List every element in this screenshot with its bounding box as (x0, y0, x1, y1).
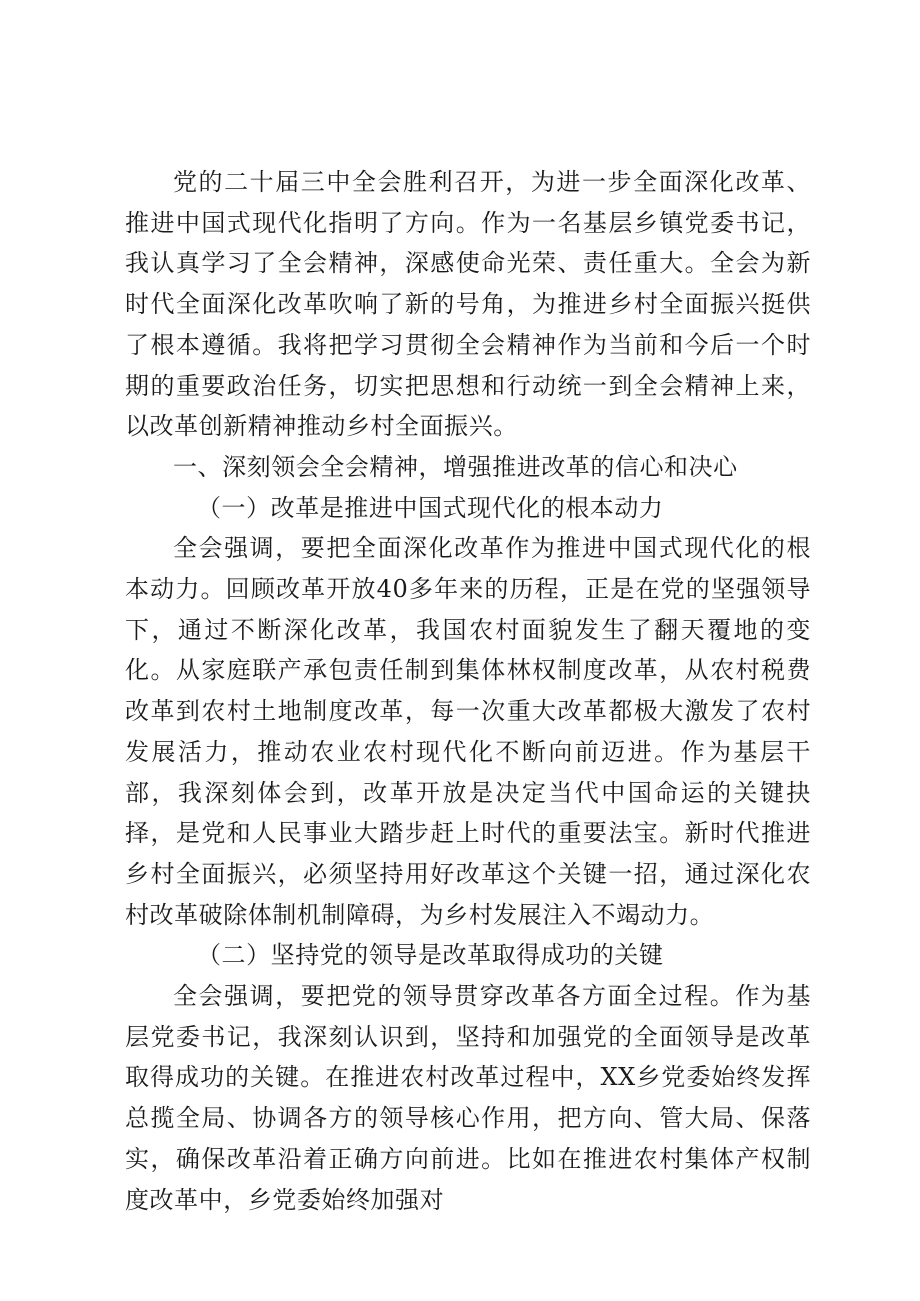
subsection-paragraph-2: 全会强调，要把党的领导贯穿改革各方面全过程。作为基层党委书记，我深刻认识到，坚持和加强党的全面领导是改革取得成功的关键。在推进农村改革过程中，XX乡党委始终发挥总揽全局、协调各方的领导核心作用，把方向、管大局、保落实，确保改革沿着正确方向前进。比如在推进农村集体产权制度改革中，乡党委始终加强对 (125, 982, 811, 1214)
document-body (125, 162, 811, 1220)
subsection-heading-2: （二）坚持党的领导是改革取得成功的关键 (197, 941, 664, 970)
subsection-heading-1: （一）改革是推进中国式现代化的根本动力 (197, 493, 664, 522)
subsection-paragraph-1: 全会强调，要把全面深化改革作为推进中国式现代化的根本动力。回顾改革开放40多年来的历程，正是在党的坚强领导下，通过不断深化改革，我国农村面貌发生了翻天覆地的变化。从家庭联产承包责任制到集体林权制度改革，从农村税费改革到农村土地制度改革，每一次重大改革都极大激发了农村发展活力，推动农业农村现代化不断向前迈进。作为基层干部，我深刻体会到，改革开放是决定当代中国命运的关键抉择，是党和人民事业大踏步赶上时代的重要法宝。新时代推进乡村全面振兴，必须坚持用好改革这个关键一招，通过深化农村改革破除体制机制障碍，为乡村发展注入不竭动力。 (125, 534, 811, 929)
intro-paragraph: 党的二十届三中全会胜利召开，为进一步全面深化改革、推进中国式现代化指明了方向。作为一名基层乡镇党委书记，我认真学习了全会精神，深感使命光荣、责任重大。全会为新时代全面深化改革吹响了新的号角，为推进乡村全面振兴挺供了根本遵循。我将把学习贯彻全会精神作为当前和今后一个时期的重要政治任务，切实把思想和行动统一到全会精神上来，以改革创新精神推动乡村全面振兴。 (125, 168, 811, 441)
section-heading-1: 一、深刻领会全会精神，增强推进改革的信心和决心 (173, 452, 738, 481)
